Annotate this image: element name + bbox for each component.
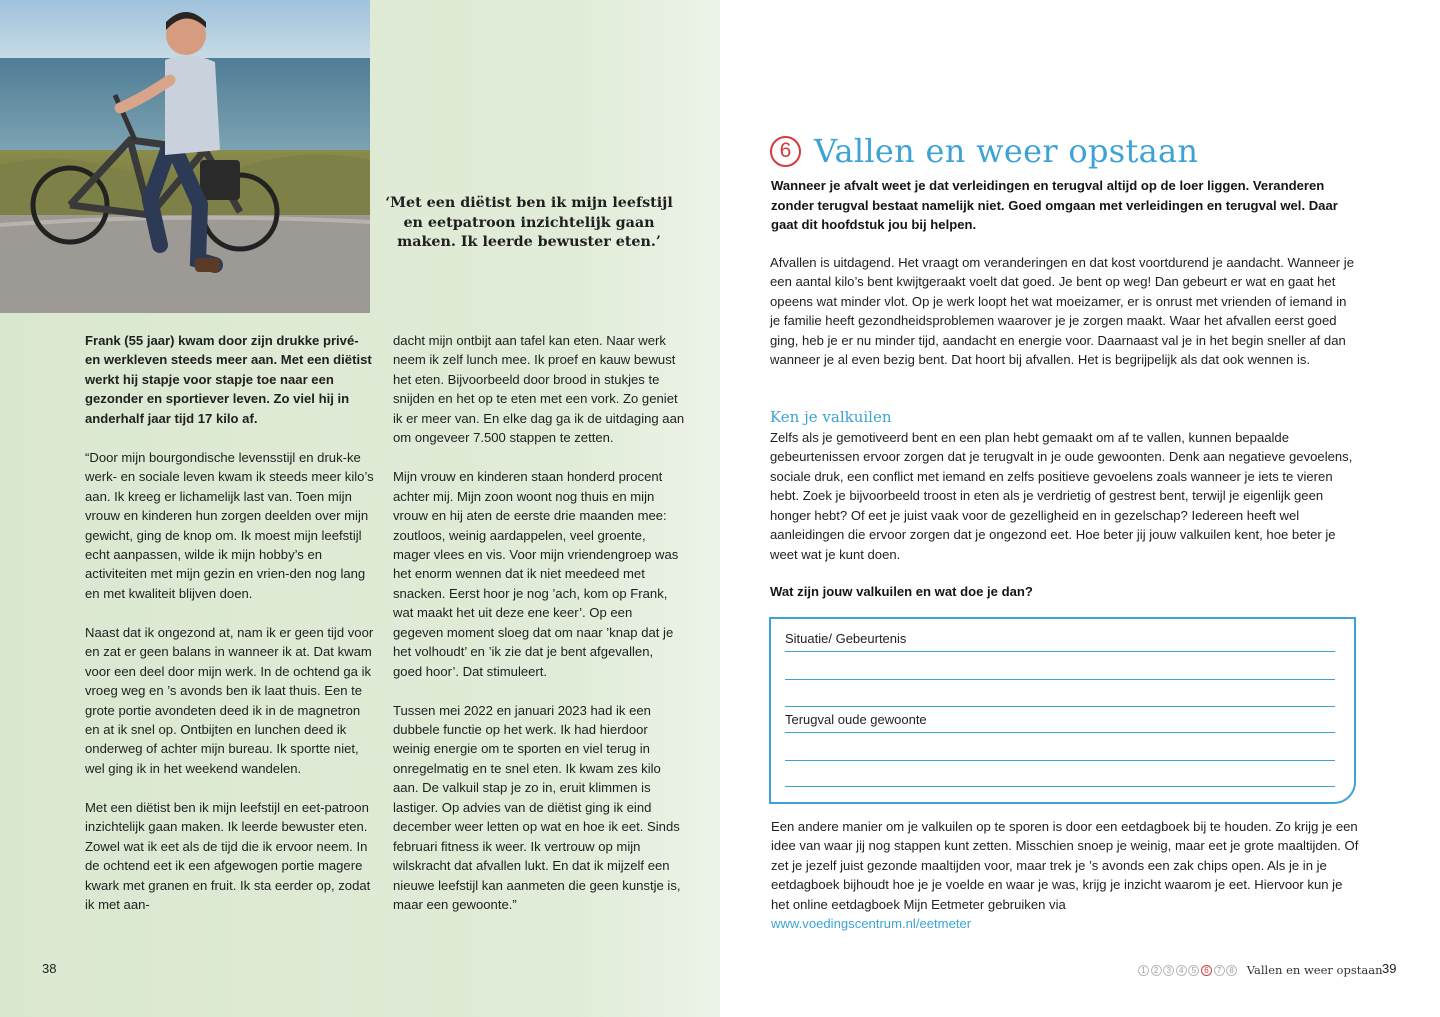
chapter-number-badge: 6 [770,136,801,167]
pull-quote: ‘Met een diëtist ben ik mijn leefstijl en eetpatroon inzichtelijk gaan maken. Ik leerde bewuster eten.’ [385,195,673,250]
article-paragraph: “Door mijn bourgondische levensstijl en druk-ke werk- en sociale leven kwam ik steeds meer kilo’s aan. Ik kreeg er lichamelijk last van. Toen mijn vrouw en kinderen hun zorgen deelden over mijn gewicht, ging de knop om. Ik moest mijn leefstijl echt aanpassen, wilde ik mijn hobby’s en activiteiten met mijn gezin en vrien-den nog lang en met kwaliteit blijven doen. [85,449,374,601]
body-paragraph-3-text: Een andere manier om je valkuilen op te sporen is door een eetdagboek bij te houden. Zo krijg je een idee van waar jij nog stappen kunt zetten. Misschien snoep je weinig, maar eet je grote maaltijden. Of zet je jezelf juist gezonde maaltijden voor, maar trek je ’s avonds een zak chips open. Als je in je eetdagboek bijhoudt hoe je je voelde en waar je was, krijg je inzicht waarom je eet. Hiervoor kun je het online eetdagboek Mijn Eetmeter gebruiken via [771,819,1359,912]
chapter-dot-3[interactable]: 3 [1163,965,1174,976]
chapter-title: Vallen en weer opstaan [814,132,1199,170]
footer-chapter-title: Vallen en weer opstaan [1246,963,1383,977]
page-number-right: 39 [1382,961,1397,976]
write-line[interactable] [785,760,1335,761]
chapter-dot-5[interactable]: 5 [1188,965,1199,976]
body-paragraph-2: Zelfs als je gemotiveerd bent en een plan hebt gemaakt om af te vallen, kunnen bepaalde gebeurtenissen ervoor zorgen dat je terugvalt in je oude gewoonten. Denk aan negatieve gevoelens, sociale druk, een conflict met iemand en zelfs positieve gevoelens zoals wanneer je iets te vieren hebt. Zoek je bijvoorbeeld troost in eten als je verdrietig of gestrest bent, terwijl je eigenlijk geen honger hebt? Of eet je juist vaak voor de gezelligheid en in gezelschap? Iedereen heeft wel aanleidingen die ervoor zorgen dat je ongezond eet. Hoe beter jij jouw valkuilen kent, hoe beter je weet wat je kunt doen. [770,430,1353,562]
eetmeter-link[interactable]: www.voedingscentrum.nl/eetmeter [771,916,972,932]
chapter-header [770,132,1198,170]
article-column-2 [393,331,685,934]
chapter-dot-2[interactable]: 2 [1151,965,1162,976]
article-column-1 [85,331,375,934]
article-lead: Frank (55 jaar) kwam door zijn drukke privé- en werkleven steeds meer aan. Met een diëtist werkt hij stapje voor stapje toe naar een gezonder en sportiever leven. Zo viel hij in anderhalf jaar tijd 17 kilo af. [85,333,372,426]
article-paragraph: Mijn vrouw en kinderen staan honderd procent achter mij. Mijn zoon woont nog thuis en mijn vrouw en hij aten de eerste drie maanden mee: zoutloos, weinig aardappelen, veel groente, mager vlees en vis. Voor mijn vriendengroep was het enorm wennen dat ik niet meedeed met snacken. Eerst hoor je nog ’ach, kom op Frank, wat maakt het uit deze ene keer’. Op een gegeven moment sloeg dat om naar ’knap dat je het volhoudt’ en ’ik zie dat je bent afgevallen, goed hoor’. Dat stimuleert. [393,469,679,679]
photo-illustration [0,0,370,313]
chapter-navigation [1138,963,1382,977]
section-subheading: Ken je valkuilen [770,408,892,426]
worksheet-label-situation: Situatie/ Gebeurtenis [785,631,907,646]
cyclist-photo [0,0,370,313]
chapter-intro: Wanneer je afvalt weet je dat verleidingen en terugval altijd op de loer liggen. Veranderen zonder terugval bestaat namelijk niet. Goed omgaan met verleidingen en terugval wel. Daar gaat dit hoofdstuk jou bij helpen. [771,178,1338,233]
write-line[interactable] [785,706,1335,707]
worksheet-label-relapse: Terugval oude gewoonte [785,712,927,727]
body-paragraph-1: Afvallen is uitdagend. Het vraagt om veranderingen en dat kost voortdurend je aandacht. Wanneer je een aantal kilo’s bent kwijtgeraakt voelt dat goed. Je bent op weg! Dan gebeurt er wat en gaat het opeens wat minder vlot. Op je werk loopt het wat moeizamer, er is onrust met vrienden of iemand in je familie heeft gezondheidsproblemen waarover je je zorgen maakt. Waar het afvallen eerst goed ging, heb je er nu minder tijd, aandacht en energie voor. Daarnaast val je in het begin sneller af dan wanneer je al even bezig bent. Dat hoort bij afvallen. Het is begrijpelijk als dat ook wennen is. [770,255,1355,368]
page-number-left: 38 [42,961,57,976]
worksheet-box [769,617,1356,804]
article-paragraph: Met een diëtist ben ik mijn leefstijl en eet-patroon inzichtelijk gaan maken. Ik leerde bewuster eten. Zowel wat ik eet als de tijd die ik ervoor neem. In de ochtend eet ik een afgewogen portie magere kwark met granen en fruit. Ik sta eerder op, zodat ik met aan- [85,799,371,913]
write-line[interactable] [785,732,1335,733]
article-paragraph: dacht mijn ontbijt aan tafel kan eten. Naar werk neem ik zelf lunch mee. Ik proef en kauw bewust het eten. Bijvoorbeeld door brood in stukjes te snijden en het op te eten met een vork. Zo geniet ik er meer van. En elke dag ga ik de uitdaging aan om ongeveer 7.500 stappen te zetten. [393,333,685,446]
chapter-dot-1[interactable]: 1 [1138,965,1149,976]
chapter-dot-4[interactable]: 4 [1176,965,1187,976]
write-line[interactable] [785,679,1335,680]
write-line[interactable] [785,786,1335,787]
write-line[interactable] [785,651,1335,652]
body-paragraph-3 [771,817,1361,934]
chapter-dot-8[interactable]: 8 [1226,965,1237,976]
article-paragraph: Tussen mei 2022 en januari 2023 had ik een dubbele functie op het werk. Ik had hierdoor weinig energie om te sporten en viel terug in onregelmatig en te snel eten. Ik kwam zes kilo aan. De valkuil stap je zo in, eruit klimmen is lastiger. Op advies van de diëtist ging ik eind december weer letten op wat en hoe ik eet. Sinds februari fitness ik weer. Ik vertrouw op mijn wilskracht dat afvallen lukt. En dat ik mijzelf een nieuwe leefstijl kan aanmeten die geen kunstje is, maar een gewoonte.” [393,702,681,913]
worksheet-question: Wat zijn jouw valkuilen en wat doe je dan? [770,584,1033,599]
chapter-dot-6-active[interactable]: 6 [1201,965,1212,976]
article-paragraph: Naast dat ik ongezond at, nam ik er geen tijd voor en zat er geen balans in wanneer ik at. Dat kwam voor een deel door mijn werk. In de ochtend ga ik vroeg weg en ’s avonds ben ik laat thuis. Een te grote portie avondeten deed ik in de magnetron en at ik snel op. Ontbijten en lunchen deed ik onderweg of achter mijn bureau. Ik sportte niet, wel ging ik in het weekend wandelen. [85,624,374,776]
chapter-dot-7[interactable]: 7 [1214,965,1225,976]
